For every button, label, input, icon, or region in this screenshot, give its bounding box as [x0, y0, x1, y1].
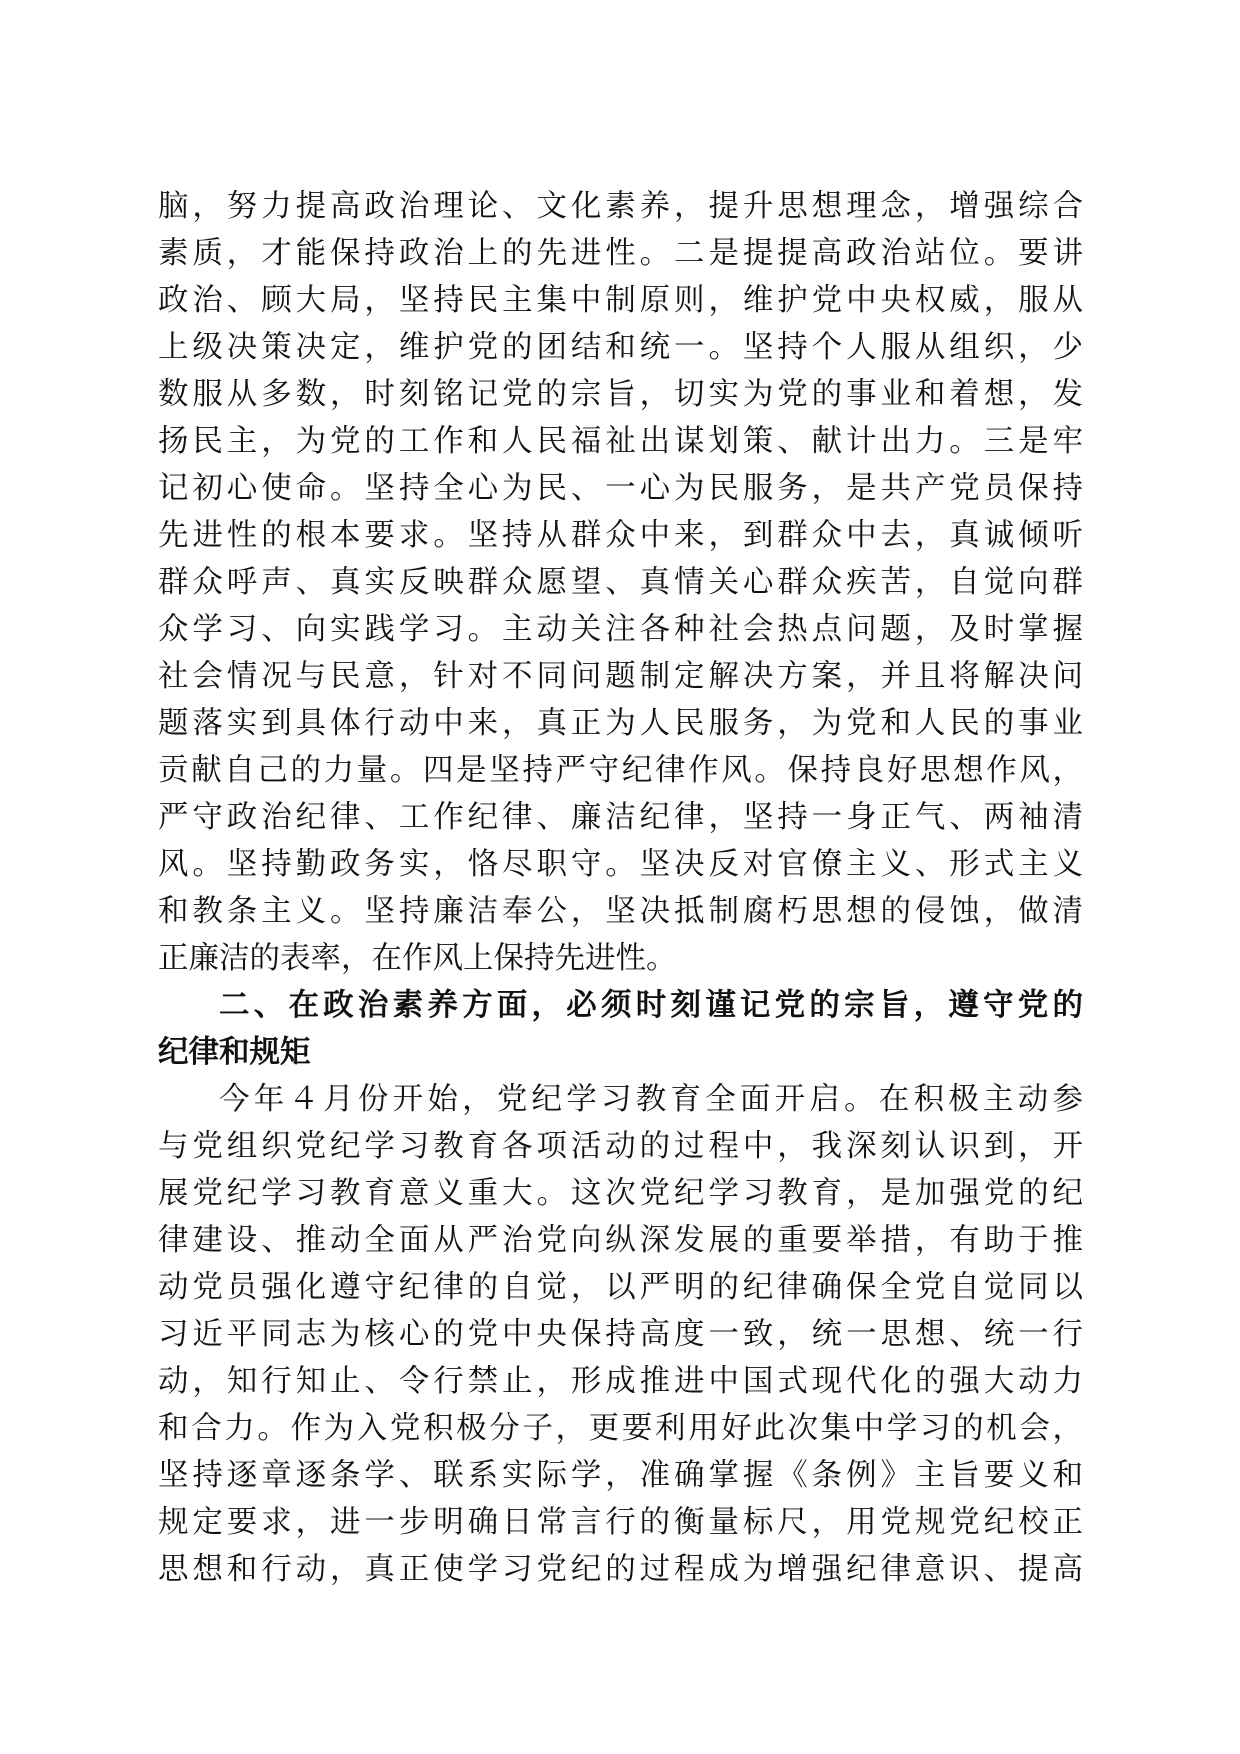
text-line: 和合力。作为入党积极分子，更要利用好此次集中学习的机会， — [158, 1411, 1083, 1446]
text-line: 上级决策决定，维护党的团结和统一。坚持个人服从组织，少 — [158, 330, 1083, 365]
text-line: 题落实到具体行动中来，真正为人民服务，为党和人民的事业 — [158, 706, 1083, 741]
text-line: 动，知行知止、令行禁止，形成推进中国式现代化的强大动力 — [158, 1364, 1083, 1399]
text-line: 正廉洁的表率，在作风上保持先进性。 — [158, 941, 677, 976]
section-heading-2 — [158, 982, 1083, 1076]
text-line: 风。坚持勤政务实，恪尽职守。坚决反对官僚主义、形式主义 — [158, 847, 1083, 882]
text-line: 素质，才能保持政治上的先进性。二是提提高政治站位。要讲 — [158, 236, 1083, 271]
text-line: 和教条主义。坚持廉洁奉公，坚决抵制腐朽思想的侵蚀，做清 — [158, 894, 1083, 929]
text-line: 严守政治纪律、工作纪律、廉洁纪律，坚持一身正气、两袖清 — [158, 800, 1083, 835]
text-line: 展党纪学习教育意义重大。这次党纪学习教育，是加强党的纪 — [158, 1176, 1083, 1211]
text-line: 律建设、推动全面从严治党向纵深发展的重要举措，有助于推 — [158, 1223, 1083, 1258]
text-line: 坚持逐章逐条学、联系实际学，准确掌握《条例》主旨要义和 — [158, 1458, 1083, 1493]
text-line: 群众呼声、真实反映群众愿望、真情关心群众疾苦，自觉向群 — [158, 565, 1083, 600]
text-line: 数服从多数，时刻铭记党的宗旨，切实为党的事业和着想，发 — [158, 377, 1083, 412]
heading-line: 二、在政治素养方面，必须时刻谨记党的宗旨，遵守党的 — [219, 988, 1083, 1023]
text-line: 习近平同志为核心的党中央保持高度一致，统一思想、统一行 — [158, 1317, 1083, 1352]
heading-line: 纪律和规矩 — [158, 1035, 311, 1070]
text-line: 脑，努力提高政治理论、文化素养，提升思想理念，增强综合 — [158, 189, 1083, 224]
text-line: 动党员强化遵守纪律的自觉，以严明的纪律确保全党自觉同以 — [158, 1270, 1083, 1305]
text-line: 与党组织党纪学习教育各项活动的过程中，我深刻认识到，开 — [158, 1129, 1083, 1164]
text-line: 贡献自己的力量。四是坚持严守纪律作风。保持良好思想作风， — [158, 753, 1083, 788]
text-line: 今年４月份开始，党纪学习教育全面开启。在积极主动参 — [219, 1082, 1083, 1117]
text-line: 思想和行动，真正使学习党纪的过程成为增强纪律意识、提高 — [158, 1552, 1083, 1587]
text-line: 政治、顾大局，坚持民主集中制原则，维护党中央权威，服从 — [158, 283, 1083, 318]
text-line: 众学习、向实践学习。主动关注各种社会热点问题，及时掌握 — [158, 612, 1083, 647]
body-paragraph-2 — [158, 1076, 1083, 1593]
text-line: 扬民主，为党的工作和人民福祉出谋划策、献计出力。三是牢 — [158, 424, 1083, 459]
text-line: 记初心使命。坚持全心为民、一心为民服务，是共产党员保持 — [158, 471, 1083, 506]
text-line: 规定要求，进一步明确日常言行的衡量标尺，用党规党纪校正 — [158, 1505, 1083, 1540]
body-paragraph-1 — [158, 183, 1083, 982]
text-line: 先进性的根本要求。坚持从群众中来，到群众中去，真诚倾听 — [158, 518, 1083, 553]
text-line: 社会情况与民意，针对不同问题制定解决方案，并且将解决问 — [158, 659, 1083, 694]
